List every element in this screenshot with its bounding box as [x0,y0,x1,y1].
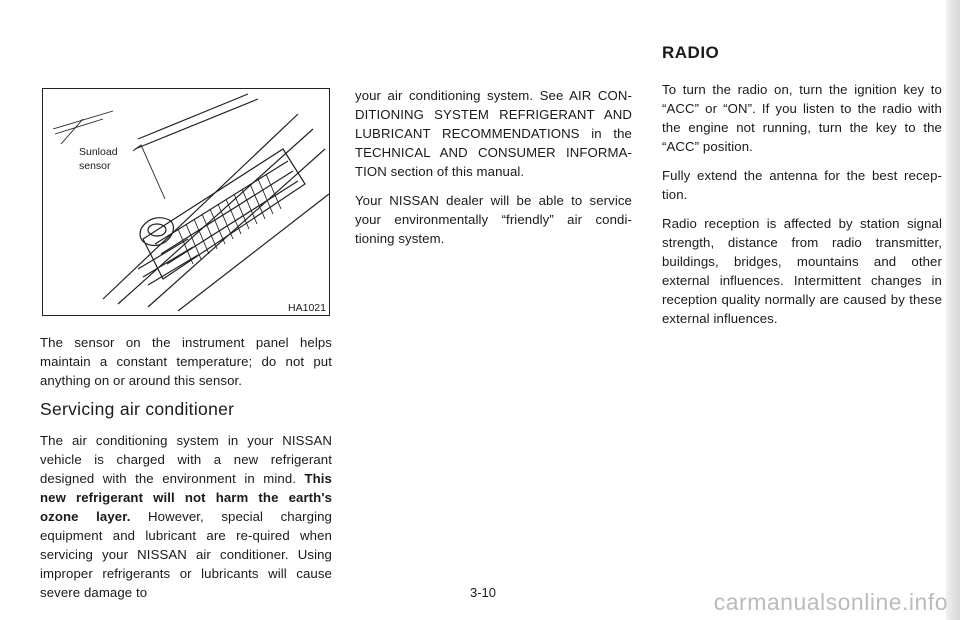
middle-column [355,86,632,258]
right-column [662,80,942,338]
radio-heading: RADIO [662,43,720,62]
servicing-intro: The air conditioning system in your NISSAN vehicle is charged with a new refrigerant designed with the environment in mind. [40,433,332,486]
page-edge [946,0,960,620]
sunload-sensor-illustration [42,88,330,316]
left-column [40,333,332,612]
sunload-sensor-callout: Sunload sensor [79,146,118,172]
watermark: carmanualsonline.info [713,589,948,615]
refrigerant-reference-paragraph: your air conditioning system. See AIR CON-DITIONING SYSTEM REFRIGERANT AND LUBRICANT RECOMMENDATIONS in the TECHNICAL AND CONSUMER INFORMA-TION section of this manual. [355,88,632,179]
section-heading-servicing: Servicing air conditioner [40,399,235,419]
dealer-service-paragraph: Your NISSAN dealer will be able to service your environmentally “friendly” air condi-tioning system. [355,193,632,246]
servicing-paragraph [40,431,332,602]
figure-code: HA1021 [288,302,326,314]
dashboard-drawing [43,89,331,317]
radio-on-paragraph: To turn the radio on, turn the ignition key to “ACC” or “ON”. If you listen to the radio with the engine not running, turn the key to the “ACC” position. [662,82,942,154]
figure-caption: The sensor on the instrument panel helps maintain a constant temperature; do not put anything on or around this sensor. [40,335,332,388]
reception-paragraph: Radio reception is affected by station signal strength, distance from radio transmitter, buildings, bridges, mountains and other external influences. Intermittent changes in reception quality normally are caused by these external influences. [662,216,942,326]
page-number: 3-10 [470,585,497,600]
ozone-warning: This new refrigerant will not harm the earth's ozone layer. [40,471,332,524]
antenna-paragraph: Fully extend the antenna for the best recep-tion. [662,168,942,202]
servicing-rest: However, special charging equipment and lubricant are re-quired when servicing your NISSAN air conditioner. Using improper refrigerants or lubricants will cause severe damage to [40,509,332,600]
